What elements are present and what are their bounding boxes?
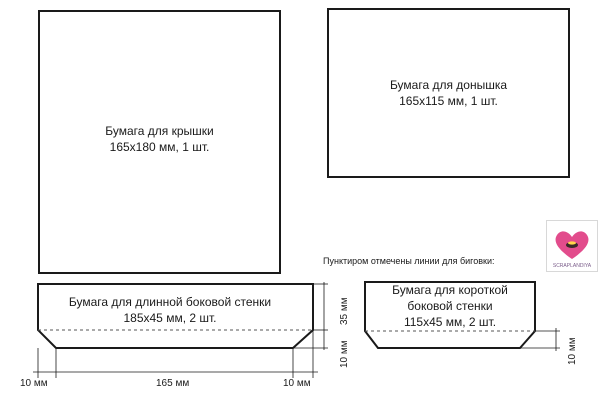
short-side-title-1: Бумага для короткой xyxy=(392,283,508,297)
scoring-note: Пунктиром отмечены линии для биговки: xyxy=(323,256,495,266)
short-side-title-2: боковой стенки xyxy=(407,299,493,313)
long-side-label xyxy=(50,294,290,326)
dim-fold-height: 10 мм xyxy=(339,340,350,368)
dim-short-fold-height: 10 мм xyxy=(567,337,578,365)
long-side-title: Бумага для длинной боковой стенки xyxy=(68,295,272,309)
logo-text: SCRAPLANDIYA xyxy=(552,263,592,269)
short-side-spec: 115x45 мм, 2 шт. xyxy=(403,315,497,329)
lid-spec: 165x180 мм, 1 шт. xyxy=(109,140,210,154)
bottom-spec: 165x115 мм, 1 шт. xyxy=(399,94,498,108)
dim-height-total: 35 мм xyxy=(339,297,350,325)
dim-length: 165 мм xyxy=(156,378,190,389)
dim-left-margin: 10 мм xyxy=(20,378,48,389)
short-side-label xyxy=(365,282,535,330)
long-side-spec: 185x45 мм, 2 шт. xyxy=(123,311,217,325)
lid-title: Бумага для крышки xyxy=(105,124,214,138)
dim-right-margin: 10 мм xyxy=(283,378,311,389)
bottom-title: Бумага для донышка xyxy=(389,78,508,92)
